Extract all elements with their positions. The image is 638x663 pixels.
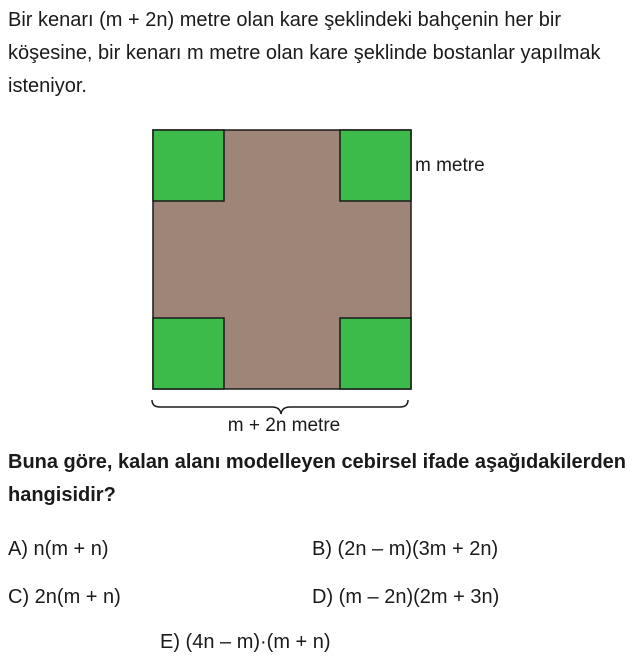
option-e[interactable]: E) (4n – m)·(m + n) — [160, 631, 331, 653]
option-b[interactable]: B) (2n – m)(3m + 2n) — [312, 538, 499, 560]
plot-bottom-left — [153, 318, 224, 389]
bottom-brace — [152, 400, 408, 414]
question-text: Buna göre, kalan alanı modelleyen cebirsel ifade aşağıdakilerden hangisidir? — [8, 451, 627, 506]
bottom-length-label: m + 2n metre — [227, 415, 341, 436]
option-d[interactable]: D) (m – 2n)(2m + 3n) — [312, 586, 500, 608]
plot-bottom-right — [340, 318, 411, 389]
option-c[interactable]: C) 2n(m + n) — [8, 586, 121, 608]
problem-statement: Bir kenarı (m + 2n) metre olan kare şeklindeki bahçenin her bir köşesine, bir kenarı m metre olan kare şeklinde bostanlar yapılmak isteniyor. — [8, 9, 601, 97]
side-length-label: m metre — [415, 155, 485, 176]
plot-top-left — [153, 130, 224, 201]
option-a[interactable]: A) n(m + n) — [8, 538, 109, 560]
plot-top-right — [340, 130, 411, 201]
